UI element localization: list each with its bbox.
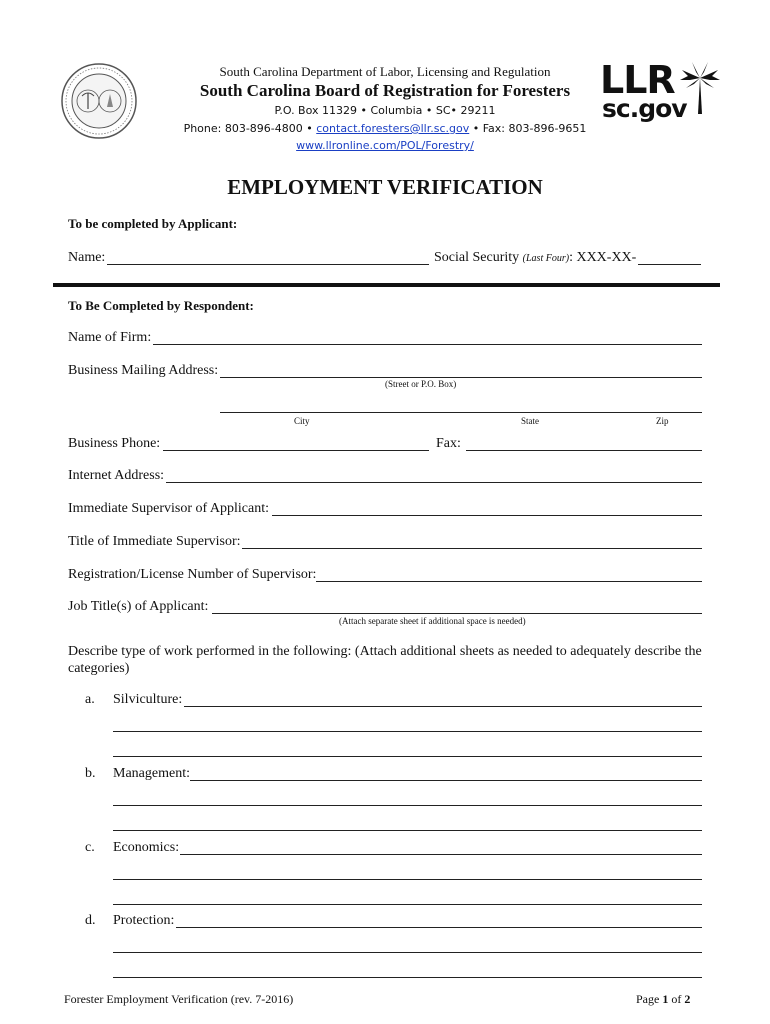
ssn-label-text: Social Security bbox=[434, 250, 520, 265]
firm-field[interactable] bbox=[153, 344, 702, 345]
job-title-label: Job Title(s) of Applicant: bbox=[68, 599, 209, 614]
ssn-note: (Last Four) bbox=[522, 253, 570, 264]
economics-field-3[interactable] bbox=[113, 904, 702, 905]
category-label-protection: Protection: bbox=[113, 913, 175, 928]
name-label: Name: bbox=[68, 250, 106, 265]
supervisor-label: Immediate Supervisor of Applicant: bbox=[68, 501, 270, 516]
mailing-label: Business Mailing Address: bbox=[68, 363, 219, 378]
silviculture-field-3[interactable] bbox=[113, 756, 702, 757]
board-name: South Carolina Board of Registration for Foresters bbox=[199, 81, 571, 100]
phone-label: Business Phone: bbox=[68, 436, 161, 451]
page-title: EMPLOYMENT VERIFICATION bbox=[227, 175, 543, 199]
category-label-silviculture: Silviculture: bbox=[113, 692, 183, 707]
llr-logo-text: LLR bbox=[600, 58, 675, 102]
license-label: Registration/License Number of Supervisor: bbox=[68, 567, 317, 582]
supervisor-field[interactable] bbox=[272, 515, 702, 516]
category-letter-b: b. bbox=[85, 766, 96, 781]
internet-field[interactable] bbox=[166, 482, 702, 483]
fax-text: • Fax: 803-896-9651 bbox=[472, 122, 587, 135]
applicant-heading: To be completed by Applicant: bbox=[68, 216, 238, 231]
board-address: P.O. Box 11329 • Columbia • SC• 29211 bbox=[274, 104, 496, 117]
page-total: 2 bbox=[684, 992, 691, 1006]
page-prefix: Page bbox=[636, 992, 660, 1006]
ssn-field[interactable] bbox=[638, 264, 701, 265]
protection-field-1[interactable] bbox=[176, 927, 702, 928]
page-number: 1 bbox=[662, 992, 669, 1006]
ssn-suffix: : XXX-XX- bbox=[569, 250, 637, 265]
management-field-3[interactable] bbox=[113, 830, 702, 831]
category-letter-c: c. bbox=[85, 840, 95, 855]
describe-instructions: Describe type of work performed in the following: (Attach additional sheets as needed to adequately describe the categories) bbox=[68, 644, 702, 676]
supervisor-title-field[interactable] bbox=[242, 548, 702, 549]
zip-note: Zip bbox=[656, 416, 669, 426]
fax-field[interactable] bbox=[466, 450, 702, 451]
scgov-logo-text: sc.gov bbox=[602, 94, 687, 123]
mailing-city-field[interactable] bbox=[220, 412, 702, 413]
management-field-2[interactable] bbox=[113, 805, 702, 806]
category-letter-a: a. bbox=[85, 692, 95, 707]
city-note: City bbox=[294, 416, 310, 426]
ssn-label bbox=[434, 250, 636, 266]
phone-field[interactable] bbox=[163, 450, 429, 451]
internet-label: Internet Address: bbox=[68, 468, 165, 483]
footer-form-id: Forester Employment Verification (rev. 7-2016) bbox=[64, 992, 294, 1006]
mailing-street-field[interactable] bbox=[220, 377, 702, 378]
category-letter-d: d. bbox=[85, 913, 96, 928]
silviculture-field-2[interactable] bbox=[113, 731, 702, 732]
page-indicator bbox=[636, 992, 690, 1007]
fax-label: Fax: bbox=[436, 436, 461, 451]
category-label-management: Management: bbox=[113, 766, 190, 781]
economics-field-1[interactable] bbox=[180, 854, 702, 855]
license-field[interactable] bbox=[316, 581, 702, 582]
state-note: State bbox=[521, 416, 539, 426]
respondent-heading: To Be Completed by Respondent: bbox=[68, 298, 254, 313]
palmetto-icon bbox=[678, 60, 722, 116]
llr-logo bbox=[596, 60, 722, 130]
protection-field-3[interactable] bbox=[113, 977, 702, 978]
name-field[interactable] bbox=[107, 264, 429, 265]
page-of: of bbox=[671, 992, 682, 1006]
management-field-1[interactable] bbox=[190, 780, 702, 781]
supervisor-title-label: Title of Immediate Supervisor: bbox=[68, 534, 241, 549]
phone-text: Phone: 803-896-4800 • bbox=[183, 122, 313, 135]
attach-note: (Attach separate sheet if additional space is needed) bbox=[339, 616, 526, 626]
website-link[interactable]: www.llronline.com/POL/Forestry/ bbox=[296, 139, 474, 152]
category-label-economics: Economics: bbox=[113, 840, 180, 855]
job-title-field[interactable] bbox=[212, 613, 702, 614]
department-name: South Carolina Department of Labor, Licensing and Regulation bbox=[219, 64, 551, 79]
section-divider bbox=[53, 283, 720, 287]
economics-field-2[interactable] bbox=[113, 879, 702, 880]
street-note: (Street or P.O. Box) bbox=[385, 379, 457, 389]
firm-label: Name of Firm: bbox=[68, 330, 152, 345]
protection-field-2[interactable] bbox=[113, 952, 702, 953]
silviculture-field-1[interactable] bbox=[184, 706, 702, 707]
email-link[interactable]: contact.foresters@llr.sc.gov bbox=[316, 122, 470, 135]
